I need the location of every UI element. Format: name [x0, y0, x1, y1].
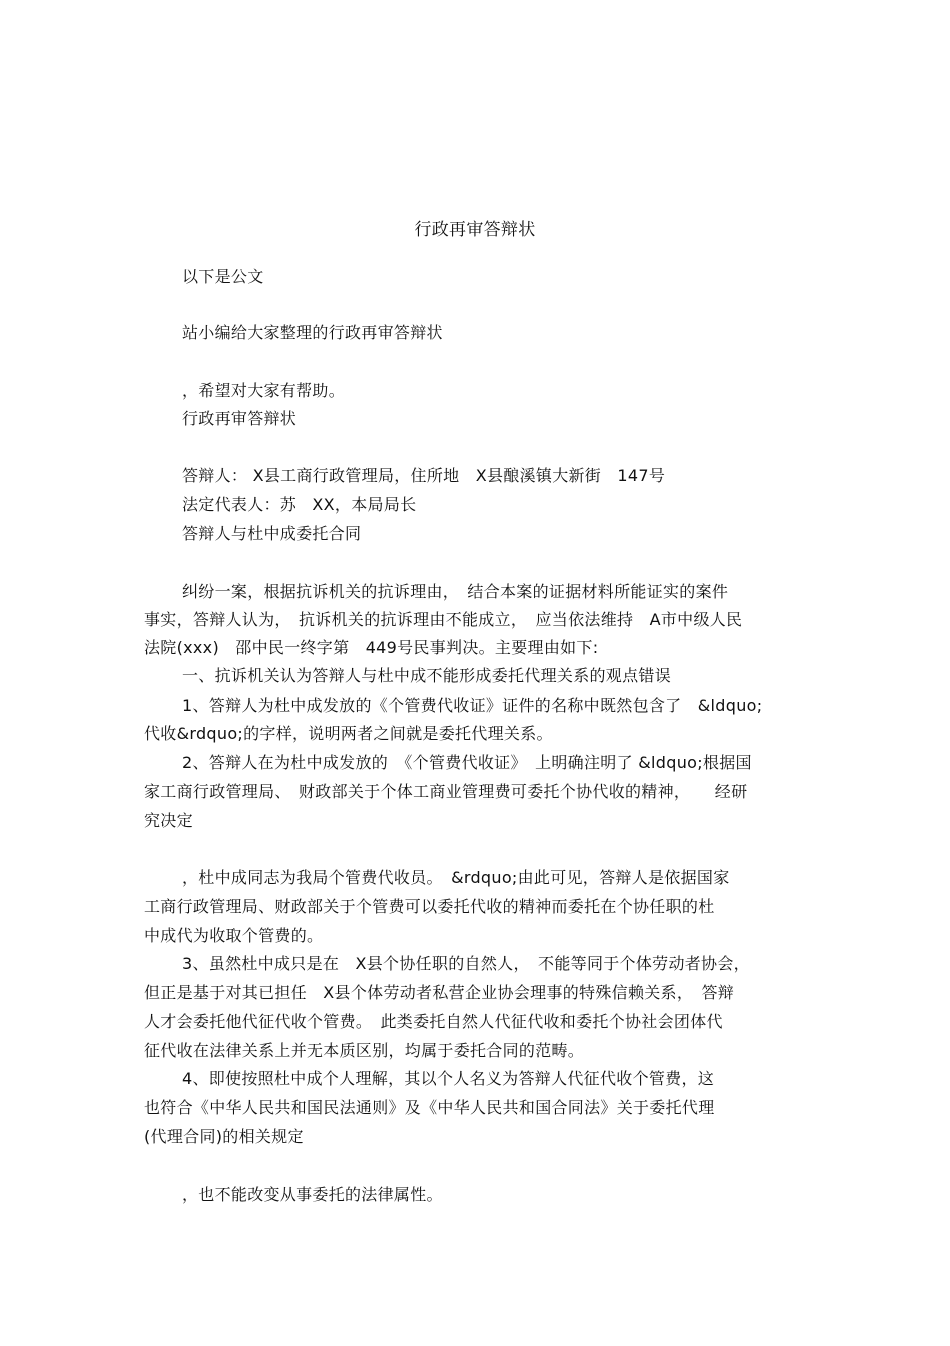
text-line: ，杜中成同志为我局个管费代收员。 &rdquo;由此可见，答辩人是依据国家: [182, 868, 730, 887]
text-line: 3、虽然杜中成只是在 X县个协任职的自然人， 不能等同于个体劳动者协会，: [182, 954, 750, 973]
text-line: 一、抗诉机关认为答辩人与杜中成不能形成委托代理关系的观点错误: [182, 666, 672, 685]
text-line: 4、即使按照杜中成个人理解，其以个人名义为答辩人代征代收个管费，这: [182, 1069, 715, 1088]
text-line: 1、答辩人为杜中成发放的《个管费代收证》证件的名称中既然包含了 &ldquo;: [182, 696, 763, 715]
text-line: 究决定: [144, 811, 193, 830]
text-line: 工商行政管理局、财政部关于个管费可以委托代收的精神而委托在个协任职的杜: [144, 897, 715, 916]
text-line: 家工商行政管理局、 财政部关于个体工商业管理费可委托个协代收的精神， 经研: [144, 782, 748, 801]
text-line: ，也不能改变从事委托的法律属性。: [182, 1185, 443, 1204]
text-line: ，希望对大家有帮助。: [182, 381, 346, 400]
text-line: 征代收在法律关系上并无本质区别，均属于委托合同的范畴。: [144, 1041, 585, 1060]
text-line: 但正是基于对其已担任 X县个体劳动者私营企业协会理事的特殊信赖关系， 答辩: [144, 983, 735, 1002]
text-line: 人才会委托他代征代收个管费。 此类委托自然人代征代收和委托个协社会团体代: [144, 1012, 723, 1031]
text-line: 行政再审答辩状: [182, 409, 297, 428]
text-line: 2、答辩人在为杜中成发放的 《个管费代收证》 上明确注明了 &ldquo;根据国: [182, 753, 752, 772]
text-line: (代理合同)的相关规定: [144, 1127, 304, 1146]
text-line: 事实，答辩人认为， 抗诉机关的抗诉理由不能成立， 应当依法维持 A市中级人民: [144, 610, 743, 629]
text-line: 站小编给大家整理的行政再审答辩状: [182, 323, 443, 342]
text-line: 以下是公文: [182, 267, 264, 286]
text-line: 代收&rdquo;的字样，说明两者之间就是委托代理关系。: [144, 724, 553, 743]
text-line: 法定代表人：苏 XX，本局局长: [182, 495, 417, 514]
text-line: 也符合《中华人民共和国民法通则》及《中华人民共和国合同法》关于委托代理: [144, 1098, 715, 1117]
text-line: 答辩人与杜中成委托合同: [182, 524, 362, 543]
text-line: 纠纷一案，根据抗诉机关的抗诉理由， 结合本案的证据材料所能证实的案件: [182, 582, 729, 601]
text-line: 答辩人： X县工商行政管理局，住所地 X县酿溪镇大新街 147号: [182, 466, 666, 485]
document-title: 行政再审答辩状: [414, 220, 536, 240]
text-line: 法院(xxx) 邵中民一终字第 449号民事判决。主要理由如下:: [144, 638, 599, 657]
text-line: 中成代为收取个管费的。: [144, 926, 324, 945]
